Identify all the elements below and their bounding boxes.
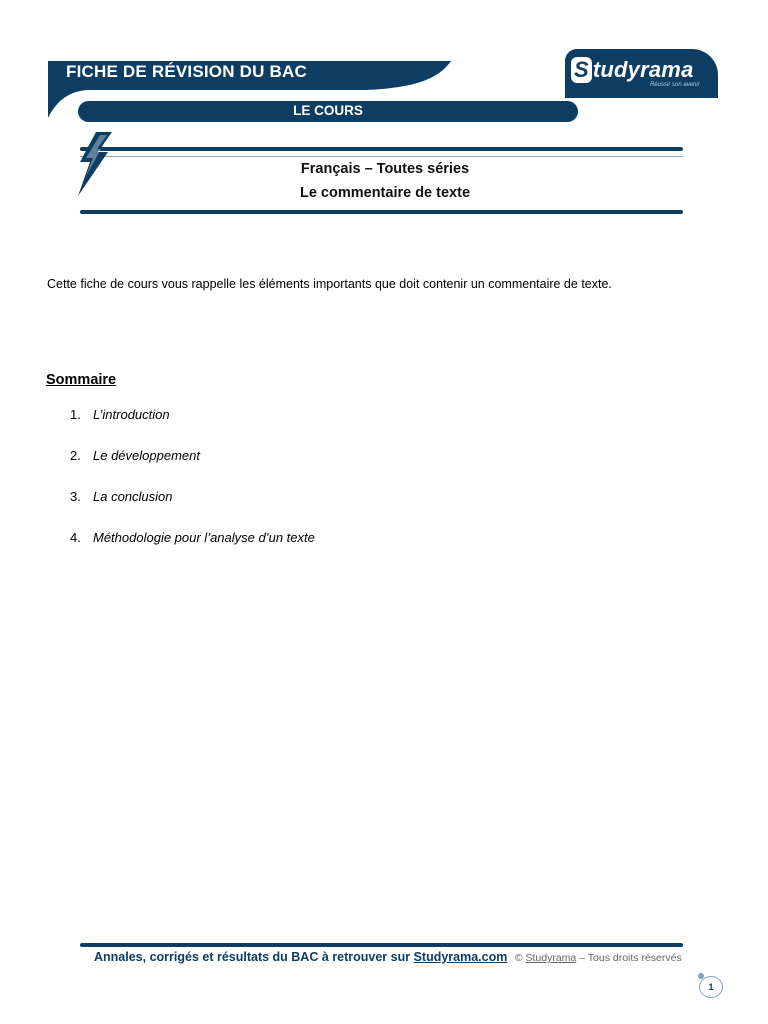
footer <box>94 950 682 964</box>
toc-item-label: Le développement <box>93 448 200 463</box>
copyright-symbol: © <box>514 952 523 964</box>
header-title: FICHE DE RÉVISION DU BAC <box>66 62 307 81</box>
toc-item-label: L’introduction <box>93 407 170 422</box>
footer-rule <box>80 943 683 947</box>
toc-item-number: 1. <box>70 407 81 422</box>
copyright-brand-link[interactable]: Studyrama <box>525 952 577 964</box>
toc-item-label: La conclusion <box>93 489 173 504</box>
toc-item-label: Méthodologie pour l’analyse d’un texte <box>93 530 315 545</box>
subject-rule-top <box>80 147 683 151</box>
footer-link[interactable]: Studyrama.com <box>413 950 508 964</box>
logo-name: tudyrama <box>592 57 694 82</box>
footer-text: Annales, corrigés et résultats du BAC à retrouver sur <box>94 950 411 964</box>
page-number: 1 <box>699 976 723 998</box>
toc-item <box>70 448 200 463</box>
logo-tagline: Réussir son avenir <box>650 82 700 88</box>
toc-item-number: 3. <box>70 489 81 504</box>
toc-item <box>70 489 173 504</box>
intro-paragraph: Cette fiche de cours vous rappelle les éléments importants que doit contenir un commentaire de texte. <box>47 277 612 291</box>
topic-title: Le commentaire de texte <box>299 185 471 201</box>
toc-item-number: 4. <box>70 530 81 545</box>
toc-item <box>70 530 315 545</box>
section-label: LE COURS <box>293 103 363 118</box>
footer-copyright <box>515 952 682 964</box>
subject-title: Français – Toutes séries <box>300 161 470 177</box>
toc-item <box>70 407 170 422</box>
logo-wordmark: S tudyrama <box>571 57 694 83</box>
toc-item-number: 2. <box>70 448 81 463</box>
subject-rule-thin <box>80 156 683 157</box>
subject-rule-bottom <box>80 210 683 214</box>
sommaire-heading: Sommaire <box>46 372 117 388</box>
copyright-suffix: – Tous droits réservés <box>579 952 682 964</box>
